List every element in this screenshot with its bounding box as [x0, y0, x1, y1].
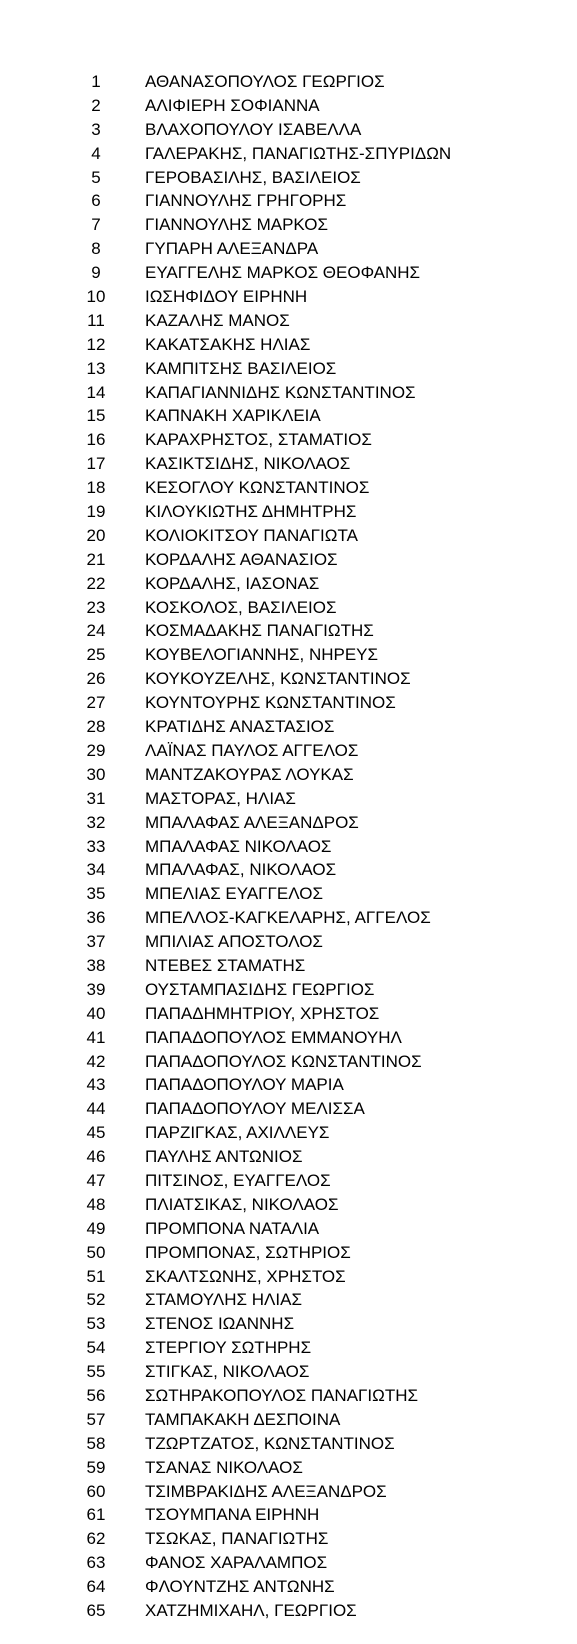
- list-item: [0, 906, 577, 930]
- item-number: 57: [86, 1409, 106, 1429]
- item-number: 47: [86, 1170, 106, 1190]
- item-name: ΠΑΠΑΔΟΠΟΥΛΟΥ ΜΑΡΙΑ: [145, 1075, 344, 1095]
- list-item: [0, 572, 577, 596]
- item-name: ΤΣΟΥΜΠΑΝΑ ΕΙΡΗΝΗ: [145, 1505, 320, 1525]
- item-name: ΤΣΙΜΒΡΑΚΙΔΗΣ ΑΛΕΞΑΝΔΡΟΣ: [145, 1481, 387, 1501]
- item-number: 11: [87, 310, 105, 330]
- list-item: [0, 954, 577, 978]
- item-name: ΑΛΙΦΙΕΡΗ ΣΟΦΙΑΝΝΑ: [145, 95, 320, 115]
- list-item: [0, 94, 577, 118]
- list-item: [0, 596, 577, 620]
- item-name: ΚΡΑΤΙΔΗΣ ΑΝΑΣΤΑΣΙΟΣ: [145, 717, 335, 737]
- item-name: ΚΑΜΠΙΤΣΗΣ ΒΑΣΙΛΕΙΟΣ: [145, 358, 337, 378]
- list-item: [0, 213, 577, 237]
- list-item: [0, 1312, 577, 1336]
- item-number: 61: [86, 1505, 106, 1525]
- item-number: 4: [91, 143, 101, 163]
- list-item: [0, 476, 577, 500]
- item-number: 17: [86, 454, 106, 474]
- item-name: ΤΣΑΝΑΣ ΝΙΚΟΛΑΟΣ: [145, 1457, 303, 1477]
- list-item: [0, 739, 577, 763]
- item-name: ΜΠΙΛΙΑΣ ΑΠΟΣΤΟΛΟΣ: [145, 932, 323, 952]
- list-item: [0, 237, 577, 261]
- item-name: ΚΑΖΑΛΗΣ ΜΑΝΟΣ: [145, 310, 290, 330]
- item-number: 14: [86, 382, 106, 402]
- item-name: ΠΑΥΛΗΣ ΑΝΤΩΝΙΟΣ: [145, 1147, 303, 1167]
- list-item: [0, 452, 577, 476]
- list-item: [0, 524, 577, 548]
- list-item: [0, 1575, 577, 1599]
- item-number: 49: [86, 1218, 106, 1238]
- item-number: 25: [86, 645, 106, 665]
- list-item: [0, 930, 577, 954]
- item-name: ΕΥΑΓΓΕΛΗΣ ΜΑΡΚΟΣ ΘΕΟΦΑΝΗΣ: [145, 263, 421, 283]
- item-number: 44: [86, 1099, 106, 1119]
- item-name: ΚΙΛΟΥΚΙΩΤΗΣ ΔΗΜΗΤΡΗΣ: [145, 502, 357, 522]
- item-name: ΠΡΟΜΠΟΝΑΣ, ΣΩΤΗΡΙΟΣ: [145, 1242, 351, 1262]
- item-number: 62: [86, 1529, 106, 1549]
- item-name: ΠΑΠΑΔΟΠΟΥΛΟΣ ΕΜΜΑΝΟΥΗΛ: [145, 1027, 402, 1047]
- item-name: ΙΩΣΗΦΙΔΟΥ ΕΙΡΗΝΗ: [145, 287, 308, 307]
- list-item: [0, 643, 577, 667]
- item-name: ΠΙΤΣΙΝΟΣ, ΕΥΑΓΓΕΛΟΣ: [145, 1170, 331, 1190]
- item-name: ΠΑΠΑΔΗΜΗΤΡΙΟΥ, ΧΡΗΣΤΟΣ: [145, 1003, 380, 1023]
- item-number: 13: [86, 358, 106, 378]
- item-number: 52: [86, 1290, 106, 1310]
- item-name: ΠΑΠΑΔΟΠΟΥΛΟΣ ΚΩΝΣΤΑΝΤΙΝΟΣ: [145, 1051, 422, 1071]
- item-number: 63: [86, 1553, 106, 1573]
- item-number: 22: [86, 573, 106, 593]
- list-item: [0, 978, 577, 1002]
- item-number: 30: [86, 764, 106, 784]
- item-number: 10: [86, 287, 106, 307]
- list-item: [0, 811, 577, 835]
- list-item: [0, 428, 577, 452]
- item-name: ΚΟΡΔΑΛΗΣ ΑΘΑΝΑΣΙΟΣ: [145, 549, 338, 569]
- list-item: [0, 548, 577, 572]
- list-item: [0, 357, 577, 381]
- list-item: [0, 1026, 577, 1050]
- list-item: [0, 1241, 577, 1265]
- item-number: 40: [86, 1003, 106, 1023]
- list-item: [0, 118, 577, 142]
- list-item: [0, 1336, 577, 1360]
- item-name: ΟΥΣΤΑΜΠΑΣΙΔΗΣ ΓΕΩΡΓΙΟΣ: [145, 979, 375, 999]
- list-item: [0, 1599, 577, 1623]
- item-name: ΠΛΙΑΤΣΙΚΑΣ, ΝΙΚΟΛΑΟΣ: [145, 1194, 339, 1214]
- item-number: 18: [86, 478, 106, 498]
- list-item: [0, 500, 577, 524]
- item-number: 20: [86, 525, 106, 545]
- item-number: 12: [86, 334, 106, 354]
- item-name: ΓΥΠΑΡΗ ΑΛΕΞΑΝΔΡΑ: [145, 239, 319, 259]
- list-item: [0, 189, 577, 213]
- list-item: [0, 1002, 577, 1026]
- item-name: ΓΕΡΟΒΑΣΙΛΗΣ, ΒΑΣΙΛΕΙΟΣ: [145, 167, 361, 187]
- item-name: ΚΑΠΝΑΚΗ ΧΑΡΙΚΛΕΙΑ: [145, 406, 321, 426]
- item-name: ΚΑΣΙΚΤΣΙΔΗΣ, ΝΙΚΟΛΑΟΣ: [145, 454, 351, 474]
- item-number: 19: [86, 502, 106, 522]
- item-name: ΣΚΑΛΤΣΩΝΗΣ, ΧΡΗΣΤΟΣ: [145, 1266, 346, 1286]
- item-number: 16: [86, 430, 106, 450]
- item-name: ΜΠΕΛΛΟΣ-ΚΑΓΚΕΛΑΡΗΣ, ΑΓΓΕΛΟΣ: [145, 908, 431, 928]
- list-item: [0, 381, 577, 405]
- item-number: 48: [86, 1194, 106, 1214]
- item-name: ΜΠΑΛΑΦΑΣ, ΝΙΚΟΛΑΟΣ: [145, 860, 337, 880]
- item-name: ΧΑΤΖΗΜΙΧΑΗΛ, ΓΕΩΡΓΙΟΣ: [145, 1601, 357, 1620]
- list-item: [0, 1193, 577, 1217]
- item-name: ΚΟΣΚΟΛΟΣ, ΒΑΣΙΛΕΙΟΣ: [145, 597, 337, 617]
- list-item: [0, 1073, 577, 1097]
- item-number: 53: [86, 1314, 106, 1334]
- list-item: [0, 715, 577, 739]
- item-number: 29: [86, 740, 106, 760]
- list-item: [0, 166, 577, 190]
- item-name: ΚΟΥΒΕΛΟΓΙΑΝΝΗΣ, ΝΗΡΕΥΣ: [145, 645, 379, 665]
- item-name: ΚΟΥΚΟΥΖΕΛΗΣ, ΚΩΝΣΤΑΝΤΙΝΟΣ: [145, 669, 411, 689]
- list-item: [0, 261, 577, 285]
- item-name: ΣΤΙΓΚΑΣ, ΝΙΚΟΛΑΟΣ: [145, 1362, 310, 1382]
- list-item: [0, 763, 577, 787]
- list-item: [0, 1145, 577, 1169]
- item-name: ΚΑΡΑΧΡΗΣΤΟΣ, ΣΤΑΜΑΤΙΟΣ: [145, 430, 372, 450]
- list-item: [0, 285, 577, 309]
- list-item: [0, 309, 577, 333]
- item-number: 24: [86, 621, 106, 641]
- list-item: [0, 1503, 577, 1527]
- item-name: ΠΡΟΜΠΟΝΑ ΝΑΤΑΛΙΑ: [145, 1218, 320, 1238]
- item-number: 50: [86, 1242, 106, 1262]
- item-number: 1: [91, 72, 101, 91]
- list-item: [0, 1121, 577, 1145]
- item-number: 31: [86, 788, 106, 808]
- item-number: 55: [86, 1362, 106, 1382]
- item-number: 64: [86, 1577, 106, 1597]
- list-item: [0, 1265, 577, 1289]
- item-number: 3: [91, 119, 101, 139]
- item-name: ΓΙΑΝΝΟΥΛΗΣ ΜΑΡΚΟΣ: [145, 215, 328, 235]
- item-name: ΜΠΕΛΙΑΣ ΕΥΑΓΓΕΛΟΣ: [145, 884, 323, 904]
- item-number: 28: [86, 717, 106, 737]
- item-number: 60: [86, 1481, 106, 1501]
- list-item: [0, 1384, 577, 1408]
- list-item: [0, 835, 577, 859]
- list-item: [0, 1432, 577, 1456]
- item-number: 5: [91, 167, 101, 187]
- list-item: [0, 1288, 577, 1312]
- list-item: [0, 1551, 577, 1575]
- item-name: ΜΑΣΤΟΡΑΣ, ΗΛΙΑΣ: [145, 788, 296, 808]
- list-item: [0, 619, 577, 643]
- list-item: [0, 1456, 577, 1480]
- item-name: ΚΕΣΟΓΛΟΥ ΚΩΝΣΤΑΝΤΙΝΟΣ: [145, 478, 370, 498]
- item-name: ΚΟΡΔΑΛΗΣ, ΙΑΣΟΝΑΣ: [145, 573, 320, 593]
- list-item: [0, 70, 577, 94]
- item-number: 7: [91, 215, 101, 235]
- item-number: 42: [86, 1051, 106, 1071]
- list-item: [0, 1480, 577, 1504]
- item-number: 65: [86, 1601, 106, 1620]
- item-name: ΜΠΑΛΑΦΑΣ ΝΙΚΟΛΑΟΣ: [145, 836, 332, 856]
- list-item: [0, 404, 577, 428]
- item-number: 33: [86, 836, 106, 856]
- item-name: ΚΟΛΙΟΚΙΤΣΟΥ ΠΑΝΑΓΙΩΤΑ: [145, 525, 358, 545]
- item-number: 41: [86, 1027, 106, 1047]
- item-name: ΤΖΩΡΤΖΑΤΟΣ, ΚΩΝΣΤΑΝΤΙΝΟΣ: [145, 1433, 395, 1453]
- item-number: 59: [86, 1457, 106, 1477]
- item-number: 26: [86, 669, 106, 689]
- item-name: ΑΘΑΝΑΣΟΠΟΥΛΟΣ ΓΕΩΡΓΙΟΣ: [145, 72, 385, 91]
- item-name: ΤΣΩΚΑΣ, ΠΑΝΑΓΙΩΤΗΣ: [145, 1529, 329, 1549]
- item-name: ΤΑΜΠΑΚΑΚΗ ΔΕΣΠΟΙΝΑ: [145, 1409, 341, 1429]
- item-name: ΛΑΪΝΑΣ ΠΑΥΛΟΣ ΑΓΓΕΛΟΣ: [145, 740, 359, 760]
- list-item: [0, 882, 577, 906]
- item-name: ΚΟΣΜΑΔΑΚΗΣ ΠΑΝΑΓΙΩΤΗΣ: [145, 621, 374, 641]
- item-number: 8: [91, 239, 101, 259]
- item-name: ΣΤΑΜΟΥΛΗΣ ΗΛΙΑΣ: [145, 1290, 302, 1310]
- list-item: [0, 1169, 577, 1193]
- list-item: [0, 333, 577, 357]
- item-number: 37: [86, 932, 106, 952]
- list-item: [0, 691, 577, 715]
- item-name: ΒΛΑΧΟΠΟΥΛΟΥ ΙΣΑΒΕΛΛΑ: [145, 119, 362, 139]
- list-item: [0, 1408, 577, 1432]
- item-name: ΜΠΑΛΑΦΑΣ ΑΛΕΞΑΝΔΡΟΣ: [145, 812, 359, 832]
- item-name: ΝΤΕΒΕΣ ΣΤΑΜΑΤΗΣ: [145, 955, 306, 975]
- list-item: [0, 1097, 577, 1121]
- item-name: ΠΑΡΖΙΓΚΑΣ, ΑΧΙΛΛΕΥΣ: [145, 1123, 330, 1143]
- item-number: 58: [86, 1433, 106, 1453]
- item-number: 38: [86, 955, 106, 975]
- item-name: ΚΑΠΑΓΙΑΝΝΙΔΗΣ ΚΩΝΣΤΑΝΤΙΝΟΣ: [145, 382, 416, 402]
- item-name: ΣΤΕΡΓΙΟΥ ΣΩΤΗΡΗΣ: [145, 1338, 312, 1358]
- list-item: [0, 858, 577, 882]
- list-item: [0, 1527, 577, 1551]
- item-number: 39: [86, 979, 106, 999]
- item-name: ΓΙΑΝΝΟΥΛΗΣ ΓΡΗΓΟΡΗΣ: [145, 191, 347, 211]
- item-name: ΣΩΤΗΡΑΚΟΠΟΥΛΟΣ ΠΑΝΑΓΙΩΤΗΣ: [145, 1385, 419, 1405]
- item-number: 56: [86, 1385, 106, 1405]
- item-number: 35: [86, 884, 106, 904]
- item-number: 54: [86, 1338, 106, 1358]
- name-list: [0, 70, 577, 1623]
- item-number: 34: [86, 860, 106, 880]
- item-name: ΣΤΕΝΟΣ ΙΩΑΝΝΗΣ: [145, 1314, 295, 1334]
- list-item: [0, 787, 577, 811]
- list-item: [0, 667, 577, 691]
- item-name: ΠΑΠΑΔΟΠΟΥΛΟΥ ΜΕΛΙΣΣΑ: [145, 1099, 365, 1119]
- item-number: 36: [86, 908, 106, 928]
- item-number: 2: [91, 95, 101, 115]
- item-number: 15: [86, 406, 106, 426]
- item-number: 46: [86, 1147, 106, 1167]
- item-name: ΜΑΝΤΖΑΚΟΥΡΑΣ ΛΟΥΚΑΣ: [145, 764, 354, 784]
- item-number: 51: [86, 1266, 106, 1286]
- item-number: 43: [86, 1075, 106, 1095]
- item-number: 45: [86, 1123, 106, 1143]
- item-number: 6: [91, 191, 101, 211]
- item-name: ΦΛΟΥΝΤΖΗΣ ΑΝΤΩΝΗΣ: [145, 1577, 335, 1597]
- item-name: ΦΑΝΟΣ ΧΑΡΑΛΑΜΠΟΣ: [145, 1553, 328, 1573]
- item-number: 27: [86, 693, 106, 713]
- item-name: ΓΑΛΕΡΑΚΗΣ, ΠΑΝΑΓΙΩΤΗΣ-ΣΠΥΡΙΔΩΝ: [145, 143, 452, 163]
- item-name: ΚΟΥΝΤΟΥΡΗΣ ΚΩΝΣΤΑΝΤΙΝΟΣ: [145, 693, 396, 713]
- list-item: [0, 142, 577, 166]
- item-number: 21: [86, 549, 106, 569]
- list-item: [0, 1217, 577, 1241]
- item-number: 23: [86, 597, 106, 617]
- item-name: ΚΑΚΑΤΣΑΚΗΣ ΗΛΙΑΣ: [145, 334, 311, 354]
- list-item: [0, 1360, 577, 1384]
- item-number: 9: [91, 263, 101, 283]
- list-item: [0, 1050, 577, 1074]
- item-number: 32: [86, 812, 106, 832]
